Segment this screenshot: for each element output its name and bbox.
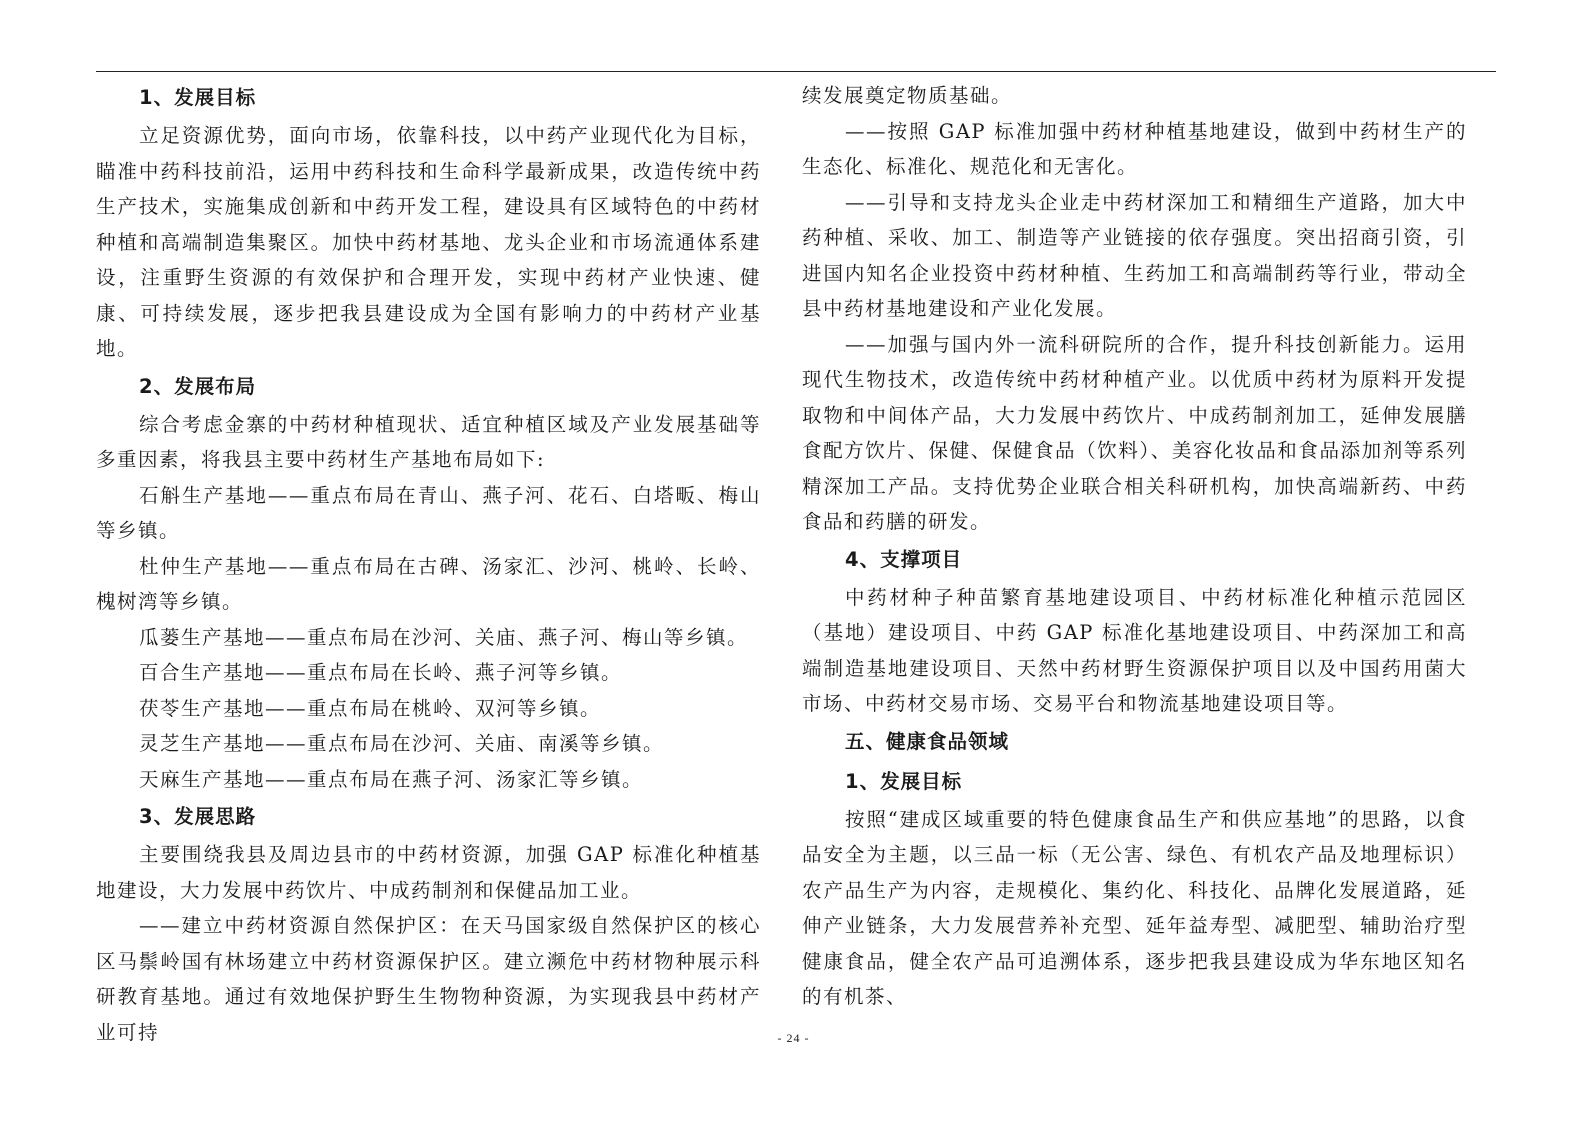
left-column [96,78,761,1050]
base-item-dendrobium: 石斛生产基地——重点布局在青山、燕子河、花石、白塔畈、梅山等乡镇。 [96,483,761,542]
page-number: - 24 - [777,1031,810,1045]
paragraph-reserve: ——建立中药材资源自然保护区：在天马国家级自然保护区的核心区马鬃岭国有林场建立中药材资源保护区。建立濒危中药材物种展示科研教育基地。通过有效地保护野生生物物种资源，为实现我县中药材产业可持 [96,914,761,1044]
section-heading-development-approach: 3、发展思路 [139,805,257,828]
paragraph-support-projects: 中药材种子种苗繁育基地建设项目、中药材标准化种植示范园区（基地）建设项目、中药 GAP 标准化基地建设项目、中药深加工和高端制造基地建设项目、天然中药材野生资源保护项目以及中国药用菌大市场、中药材交易市场、交易平台和物流基地建设项目等。 [802,585,1467,715]
section-heading-support-projects: 4、支撑项目 [845,547,963,571]
right-column [802,78,1467,1015]
paragraph-development-goal: 立足资源优势，面向市场，依靠科技，以中药产业现代化为目标，瞄准中药科技前沿，运用中药科技和生命科学最新成果，改造传统中药生产技术，实施集成创新和中药开发工程，建设具有区域特色的中药材种植和高端制造集聚区。加快中药材基地、龙头企业和市场流通体系建设，注重野生资源的有效保护和合理开发，实现中药材产业快速、健康、可持续发展，逐步把我县建设成为全国有影响力的中药材产业基地。 [96,124,761,360]
paragraph-reserve-continued: 续发展奠定物质基础。 [802,84,1013,107]
base-item-eucommia: 杜仲生产基地——重点布局在古碑、汤家汇、沙河、桃岭、长岭、槐树湾等乡镇。 [96,554,761,613]
paragraph-layout-intro: 综合考虑金寨的中药材种植现状、适宜种植区域及产业发展基础等多重因素，将我县主要中药材生产基地布局如下: [96,412,761,471]
section-heading-health-food-goal: 1、发展目标 [845,769,963,793]
paragraph-research-cooperation: ——加强与国内外一流科研院所的合作，提升科技创新能力。运用现代生物技术，改造传统中药材种植产业。以优质中药材为原料开发提取物和中间体产品，大力发展中药饮片、中成药制剂加工，延伸发展膳食配方饮片、保健、保健食品（饮料）、美容化妆品和食品添加剂等系列精深加工产品。支持优势企业联合相关科研机构，加快高端新药、中药食品和药膳的研发。 [802,332,1467,533]
base-item-trichosanthes: 瓜蒌生产基地——重点布局在沙河、关庙、燕子河、梅山等乡镇。 [139,625,749,649]
base-item-gastrodia: 天麻生产基地——重点布局在燕子河、汤家汇等乡镇。 [139,767,644,791]
chapter-heading-health-food: 五、健康食品领域 [845,729,1010,753]
paragraph-health-food-goal: 按照“建成区域重要的特色健康食品生产和供应基地”的思路，以食品安全为主题，以三品一标（无公害、绿色、有机农产品及地理标识）农产品生产为内容，走规模化、集约化、科技化、品牌化发展道路，延伸产业链条，大力发展营养补充型、延年益寿型、减肥型、辅助治疗型健康食品，健全农产品可追溯体系，逐步把我县建设成为华东地区知名的有机茶、 [802,807,1467,1008]
paragraph-leading-enterprise: ——引导和支持龙头企业走中药材深加工和精细生产道路，加大中药种植、采收、加工、制造等产业链接的依存强度。突出招商引资，引进国内知名企业投资中药材种植、生药加工和高端制药等行业，带动全县中药材基地建设和产业化发展。 [802,190,1467,320]
section-heading-development-layout: 2、发展布局 [139,374,257,398]
paragraph-approach-intro: 主要围绕我县及周边县市的中药材资源，加强 GAP 标准化种植基地建设，大力发展中药饮片、中成药制剂和保健品加工业。 [96,843,761,902]
base-item-ganoderma: 灵芝生产基地——重点布局在沙河、关庙、南溪等乡镇。 [139,732,665,755]
section-heading-development-goal: 1、发展目标 [139,86,257,109]
base-item-poria: 茯苓生产基地——重点布局在桃岭、双河等乡镇。 [139,696,602,720]
base-item-lily: 百合生产基地——重点布局在长岭、燕子河等乡镇。 [139,661,623,684]
paragraph-gap-standard: ——按照 GAP 标准加强中药材种植基地建设，做到中药材生产的生态化、标准化、规范化和无害化。 [802,119,1467,178]
header-rule [96,71,1496,72]
